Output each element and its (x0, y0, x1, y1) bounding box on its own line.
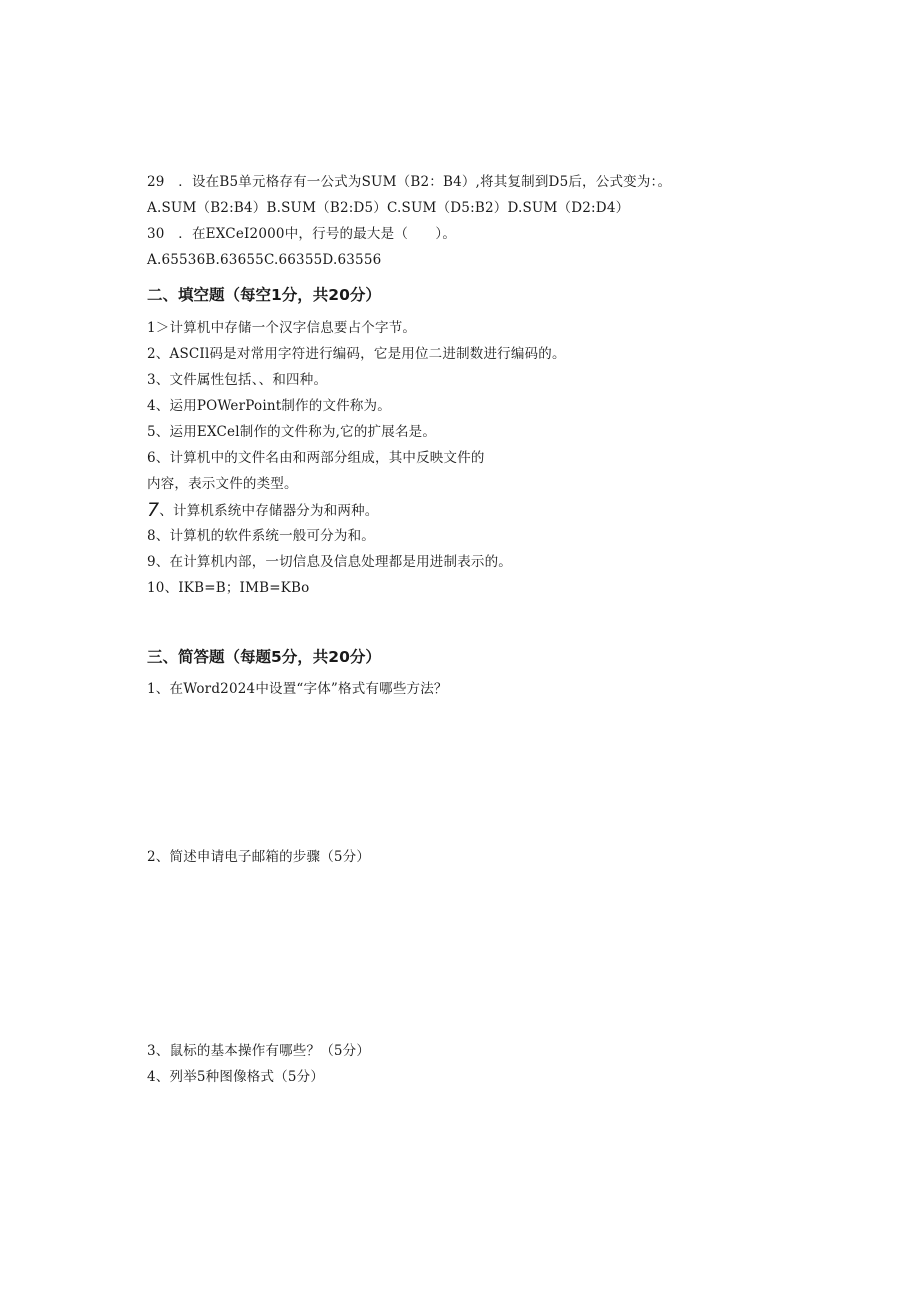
fill-item-4: 4、运用POWerPoint制作的文件称为。 (147, 398, 391, 414)
short-answer-1: 1、在Word2024中设置“字体”格式有哪些方法？ (147, 681, 448, 697)
question-30-options: A.65536B.63655C.66355D.63556 (147, 252, 382, 268)
fill-item-2: 2、ASCIl码是对常用字符进行编码，它是用位二进制数进行编码的。 (147, 346, 566, 362)
fill-item-7 (147, 501, 379, 520)
short-answer-3: 3、鼠标的基本操作有哪些？（5分） (147, 1043, 371, 1059)
short-answer-2: 2、简述申请电子邮箱的步骤（5分） (147, 849, 371, 865)
fill-item-6-continued: 内容，表示文件的类型。 (147, 476, 298, 492)
question-29-options: A.SUM（B2:B4）B.SUM（B2:D5）C.SUM（D5:B2）D.SUM（D2:D4） (147, 200, 630, 216)
section-3-heading: 三、简答题（每题5分，共20分） (147, 648, 381, 666)
fill-item-5: 5、运用EXCel制作的文件称为,它的扩展名是。 (147, 424, 437, 440)
fill-item-1: 1＞计算机中存储一个汉字信息要占个字节。 (147, 320, 417, 336)
fill-item-3: 3、文件属性包括、、和四种。 (147, 372, 328, 388)
question-30-text: 30 ．在EXCeI2000中，行号的最大是（ ）。 (147, 226, 457, 242)
section-2-heading: 二、填空题（每空1分，共20分） (147, 286, 381, 304)
fill-item-10: 10、IKB=B；IMB=KBo (147, 580, 310, 596)
fill-item-7-number: 7 (147, 499, 160, 521)
fill-item-7-text: 、计算机系统中存储器分为和两种。 (159, 503, 379, 519)
fill-item-6: 6、计算机中的文件名由和两部分组成，其中反映文件的 (147, 450, 485, 466)
short-answer-4: 4、列举5种图像格式（5分） (147, 1069, 325, 1085)
fill-item-9: 9、在计算机内部，一切信息及信息处理都是用进制表示的。 (147, 554, 512, 570)
question-29-text: 29 ．设在B5单元格存有一公式为SUM（B2：B4）,将其复制到D5后，公式变为：。 (147, 174, 672, 190)
fill-item-8: 8、计算机的软件系统一般可分为和。 (147, 528, 375, 544)
